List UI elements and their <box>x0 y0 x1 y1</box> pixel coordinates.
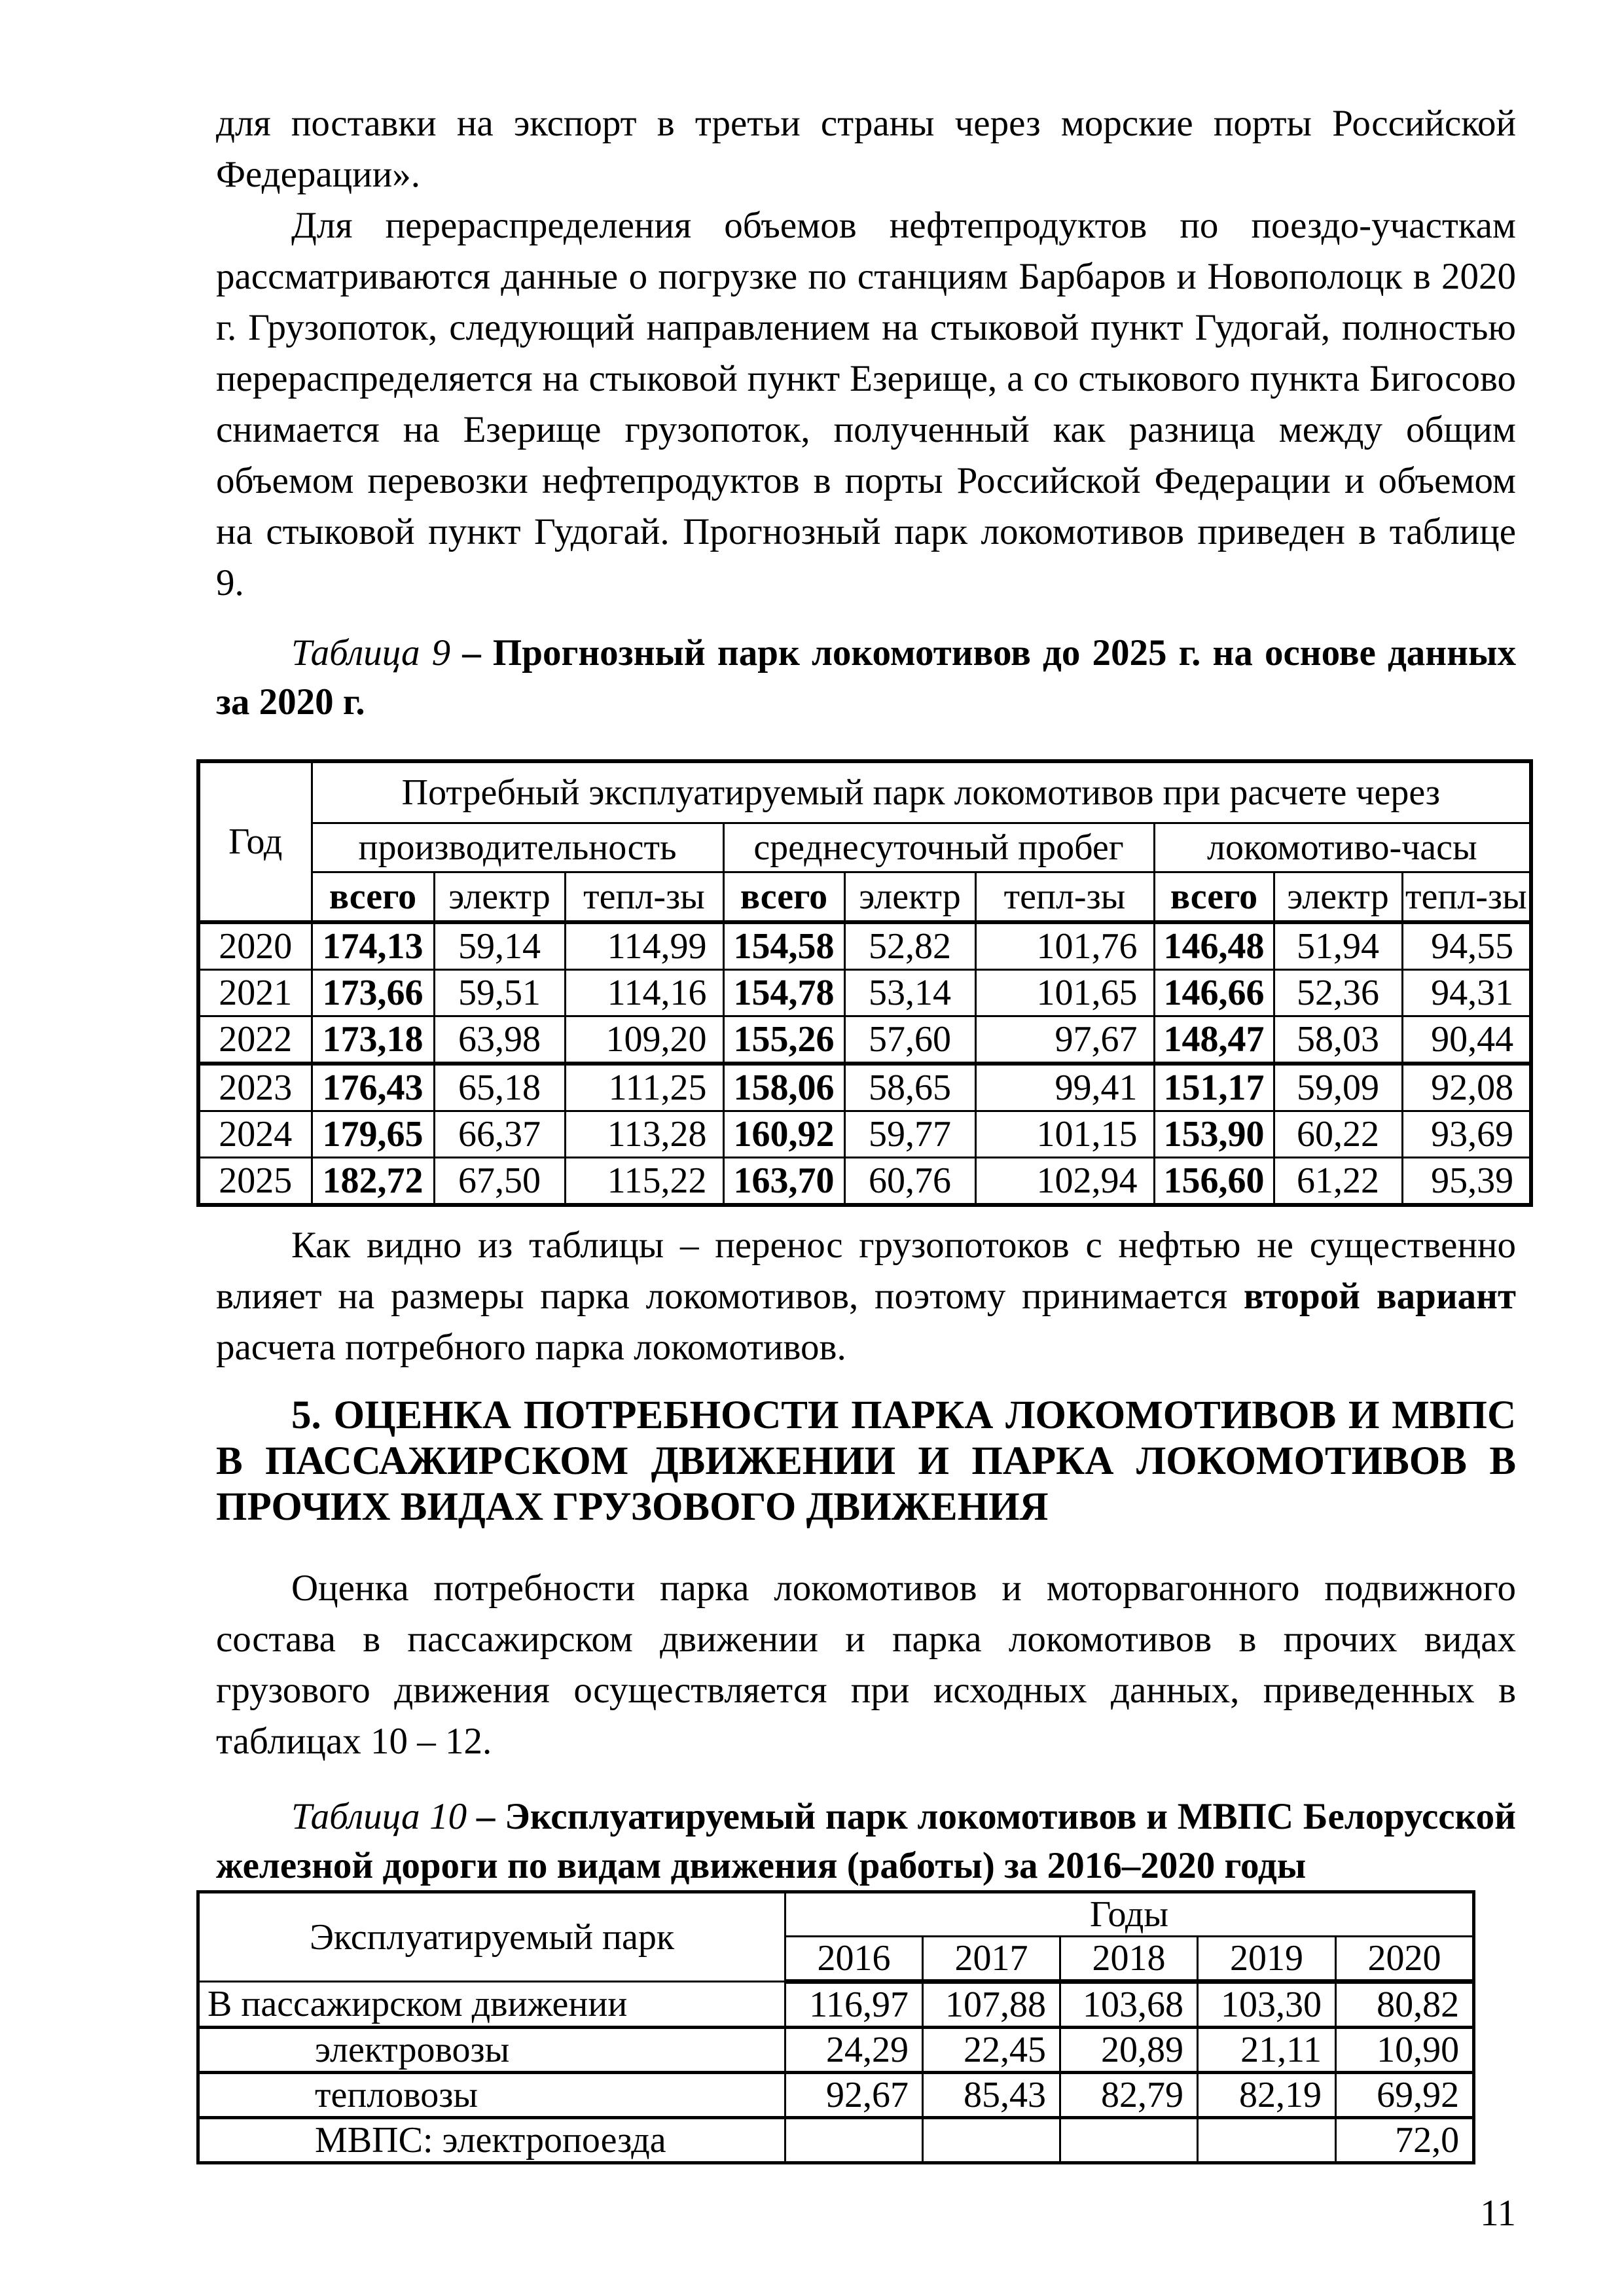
value-cell: 116,97 <box>785 1982 923 2028</box>
table10-caption <box>216 1792 1516 1890</box>
value-cell: 114,99 <box>565 922 723 970</box>
value-cell: 113,28 <box>565 1111 723 1158</box>
table-row <box>198 1064 1531 1111</box>
row-label: тепловозы <box>198 2073 785 2118</box>
value-cell: 154,58 <box>723 922 844 970</box>
value-cell: 59,77 <box>844 1111 975 1158</box>
table9-forecast-locomotive-park <box>196 759 1533 1207</box>
table-row <box>198 922 1531 970</box>
value-cell: 176,43 <box>312 1064 434 1111</box>
value-cell: 94,31 <box>1402 970 1531 1016</box>
table10-operated-park <box>196 1890 1475 2164</box>
table9-caption-title: – Прогнозный парк локомотивов до 2025 г. на основе данных за 2020 г. <box>216 632 1516 723</box>
value-cell: 59,51 <box>434 970 565 1016</box>
value-cell: 53,14 <box>844 970 975 1016</box>
value-cell: 94,55 <box>1402 922 1531 970</box>
value-cell: 99,41 <box>975 1064 1154 1111</box>
value-cell <box>785 2118 923 2163</box>
value-cell: 60,76 <box>844 1158 975 1206</box>
table-row <box>198 1111 1531 1158</box>
table-row <box>198 1982 1474 2028</box>
year-cell: 2025 <box>198 1158 312 1206</box>
year-column-header: 2017 <box>923 1937 1060 1982</box>
table-row <box>198 1016 1531 1064</box>
table9-group-loco-hours: локомотиво-часы <box>1154 823 1531 872</box>
table9-spanning-header: Потребный эксплуатируемый парк локомотивов при расчете через <box>312 761 1531 823</box>
value-cell: 146,48 <box>1154 922 1274 970</box>
table10-park-column-header: Эксплуатируемый парк <box>198 1892 785 1982</box>
column-header: тепл-зы <box>565 872 723 923</box>
value-cell: 101,15 <box>975 1111 1154 1158</box>
value-cell: 97,67 <box>975 1016 1154 1064</box>
column-header: всего <box>312 872 434 923</box>
value-cell: 63,98 <box>434 1016 565 1064</box>
value-cell: 60,22 <box>1274 1111 1402 1158</box>
table-row <box>198 2118 1474 2163</box>
year-column-header: 2019 <box>1198 1937 1336 1982</box>
value-cell: 103,68 <box>1060 1982 1198 2028</box>
year-column-header: 2016 <box>785 1937 923 1982</box>
value-cell: 72,0 <box>1336 2118 1474 2163</box>
column-header: всего <box>723 872 844 923</box>
value-cell: 90,44 <box>1402 1016 1531 1064</box>
value-cell: 58,65 <box>844 1064 975 1111</box>
value-cell <box>1198 2118 1336 2163</box>
value-cell: 82,79 <box>1060 2073 1198 2118</box>
value-cell: 155,26 <box>723 1016 844 1064</box>
value-cell: 59,09 <box>1274 1064 1402 1111</box>
value-cell: 115,22 <box>565 1158 723 1206</box>
value-cell: 10,90 <box>1336 2028 1474 2073</box>
paragraph-redistribution: Для перераспределения объемов нефтепродуктов по поездо-участкам рассматриваются данные о погрузке по станциям Барбаров и Новополоцк в 2020 г. Грузопоток, следующий направлением на стыковой пункт Гудогай, полностью перераспределяется на стыковой пункт Езерище, а со стыкового пункта Бигосово снимается на Езерище грузопоток, полученный как разница между общим объемом перевозки нефтепродуктов в порты Российской Федерации и объемом на стыковой пункт Гудогай. Прогнозный парк локомотивов приведен в таблице 9. <box>216 205 1516 603</box>
value-cell: 160,92 <box>723 1111 844 1158</box>
value-cell: 65,18 <box>434 1064 565 1111</box>
value-cell: 61,22 <box>1274 1158 1402 1206</box>
table9-caption <box>216 628 1516 726</box>
value-cell: 173,18 <box>312 1016 434 1064</box>
value-cell: 80,82 <box>1336 1982 1474 2028</box>
table9-header-row-subcolumns <box>198 872 1531 923</box>
value-cell: 146,66 <box>1154 970 1274 1016</box>
paragraph-assessment: Оценка потребности парка локомотивов и моторвагонного подвижного состава в пассажирском движении и парка локомотивов в прочих видах грузового движения осуществляется при исходных данных, приведенных в таблицах 10 – 12. <box>216 1568 1516 1762</box>
value-cell: 92,67 <box>785 2073 923 2118</box>
table-row <box>198 2073 1474 2118</box>
value-cell: 103,30 <box>1198 1982 1336 2028</box>
value-cell: 93,69 <box>1402 1111 1531 1158</box>
value-cell: 148,47 <box>1154 1016 1274 1064</box>
value-cell: 174,13 <box>312 922 434 970</box>
column-header: электр <box>434 872 565 923</box>
year-cell: 2022 <box>198 1016 312 1064</box>
value-cell: 95,39 <box>1402 1158 1531 1206</box>
column-header: электр <box>1274 872 1402 923</box>
table10-years-spanning-header: Годы <box>785 1892 1474 1937</box>
value-cell <box>1060 2118 1198 2163</box>
column-header: тепл-зы <box>1402 872 1531 923</box>
row-label: МВПС: электропоезда <box>198 2118 785 2163</box>
value-cell: 114,16 <box>565 970 723 1016</box>
value-cell: 153,90 <box>1154 1111 1274 1158</box>
table9-year-column-header: Год <box>198 761 312 922</box>
value-cell: 173,66 <box>312 970 434 1016</box>
value-cell: 24,29 <box>785 2028 923 2073</box>
table9-group-daily-run: среднесуточный пробег <box>723 823 1154 872</box>
value-cell: 52,82 <box>844 922 975 970</box>
value-cell: 163,70 <box>723 1158 844 1206</box>
table10-header-row-top <box>198 1892 1474 1937</box>
value-cell: 69,92 <box>1336 2073 1474 2118</box>
value-cell: 101,65 <box>975 970 1154 1016</box>
table9-header-row-groups <box>198 823 1531 872</box>
value-cell: 22,45 <box>923 2028 1060 2073</box>
table10-caption-label: Таблица 10 <box>291 1796 477 1837</box>
value-cell: 102,94 <box>975 1158 1154 1206</box>
table-row <box>198 1158 1531 1206</box>
paragraph-export: для поставки на экспорт в третьи страны через морские порты Российской Федерации». <box>216 103 1516 195</box>
table9-caption-label: Таблица 9 <box>291 632 463 673</box>
value-cell: 20,89 <box>1060 2028 1198 2073</box>
row-label: электровозы <box>198 2028 785 2073</box>
page-number: 11 <box>1480 2193 1516 2234</box>
value-cell: 51,94 <box>1274 922 1402 970</box>
value-cell: 154,78 <box>723 970 844 1016</box>
value-cell: 182,72 <box>312 1158 434 1206</box>
year-column-header: 2020 <box>1336 1937 1474 1982</box>
table10-caption-title: – Эксплуатируемый парк локомотивов и МВПС Белорусской железной дороги по видам движения (работы) за 2016–2020 годы <box>216 1796 1516 1886</box>
column-header: всего <box>1154 872 1274 923</box>
value-cell <box>923 2118 1060 2163</box>
value-cell: 85,43 <box>923 2073 1060 2118</box>
value-cell: 66,37 <box>434 1111 565 1158</box>
year-cell: 2024 <box>198 1111 312 1158</box>
year-column-header: 2018 <box>1060 1937 1198 1982</box>
value-cell: 92,08 <box>1402 1064 1531 1111</box>
conclusion-bold-variant: второй вариант <box>1243 1276 1516 1317</box>
value-cell: 107,88 <box>923 1982 1060 2028</box>
paragraph-conclusion <box>216 1220 1516 1373</box>
year-cell: 2021 <box>198 970 312 1016</box>
value-cell: 57,60 <box>844 1016 975 1064</box>
value-cell: 109,20 <box>565 1016 723 1064</box>
row-label: В пассажирском движении <box>198 1982 785 2028</box>
value-cell: 67,50 <box>434 1158 565 1206</box>
conclusion-text-end: расчета потребного парка локомотивов. <box>216 1327 846 1368</box>
table-row <box>198 2028 1474 2073</box>
value-cell: 59,14 <box>434 922 565 970</box>
table9-group-productivity: производительность <box>312 823 723 872</box>
value-cell: 111,25 <box>565 1064 723 1111</box>
table-row <box>198 970 1531 1016</box>
value-cell: 21,11 <box>1198 2028 1336 2073</box>
year-cell: 2020 <box>198 922 312 970</box>
value-cell: 82,19 <box>1198 2073 1336 2118</box>
value-cell: 151,17 <box>1154 1064 1274 1111</box>
value-cell: 101,76 <box>975 922 1154 970</box>
value-cell: 52,36 <box>1274 970 1402 1016</box>
value-cell: 179,65 <box>312 1111 434 1158</box>
value-cell: 158,06 <box>723 1064 844 1111</box>
year-cell: 2023 <box>198 1064 312 1111</box>
table9-header-row-top <box>198 761 1531 823</box>
value-cell: 156,60 <box>1154 1158 1274 1206</box>
value-cell: 58,03 <box>1274 1016 1402 1064</box>
section-heading-5: 5. ОЦЕНКА ПОТРЕБНОСТИ ПАРКА ЛОКОМОТИВОВ И МВПС В ПАССАЖИРСКОМ ДВИЖЕНИИ И ПАРКА ЛОКОМОТИВОВ В ПРОЧИХ ВИДАХ ГРУЗОВОГО ДВИЖЕНИЯ <box>216 1393 1516 1529</box>
conclusion-text-start: Как видно из таблицы – перенос грузопотоков с нефтью не существенно влияет на размеры парка локомотивов, поэтому принимается <box>216 1225 1516 1317</box>
column-header: электр <box>844 872 975 923</box>
column-header: тепл-зы <box>975 872 1154 923</box>
